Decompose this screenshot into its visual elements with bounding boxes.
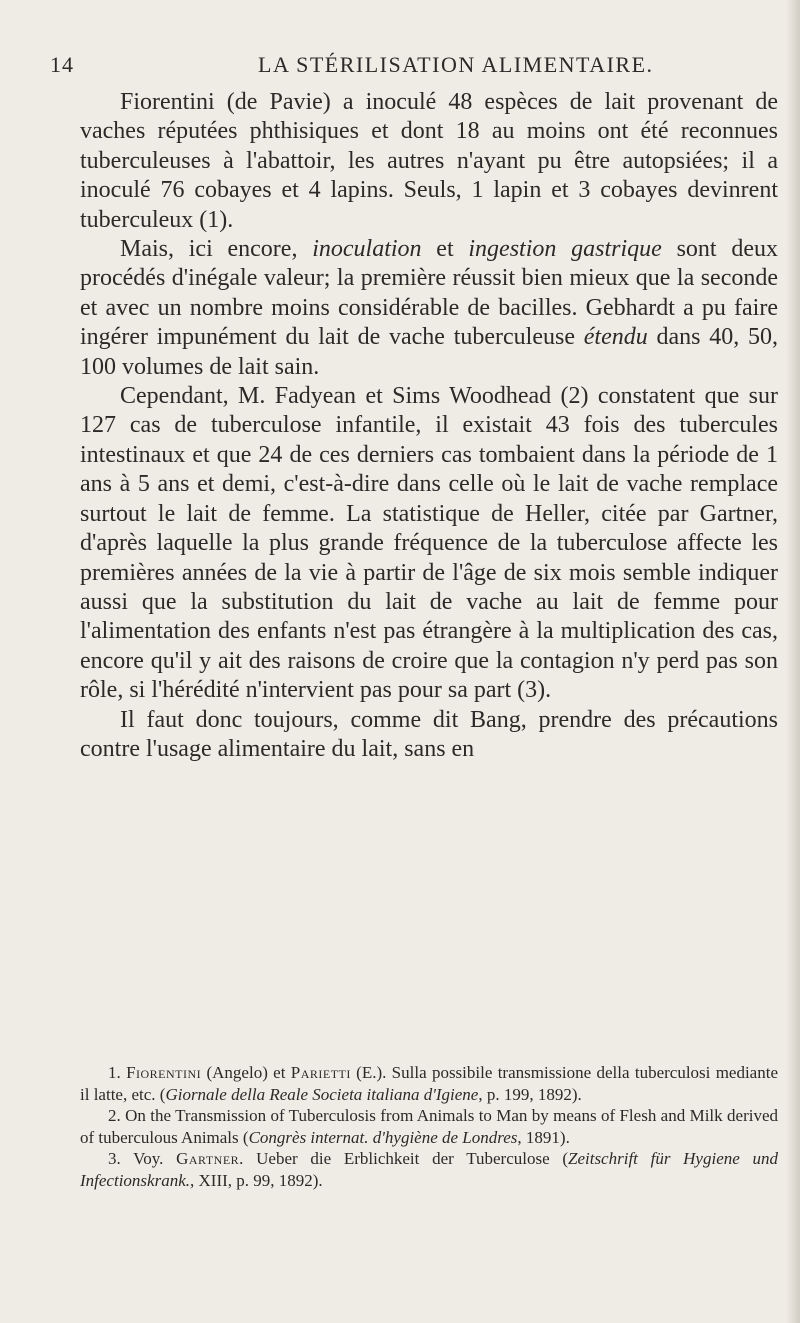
footnote-1 [80,1062,778,1105]
paragraph-2 [80,235,778,382]
paragraph-2-text-d: dans 40, 50, 100 volumes de lait sain. [80,324,778,380]
footnote-2-text-b: , 1891). [517,1127,570,1147]
paragraph-4: Il faut donc toujours, comme dit Bang, prendre des précautions contre l'usage alimentaire du lait, sans en [80,706,778,762]
footnote-1-text-b: (E.). Sulla possibile transmissione della tuberculosi mediante il latte, etc. ( [80,1063,778,1104]
footnote-3 [80,1148,778,1191]
paragraph-2-text-c: sont deux procédés d'inégale valeur; la première réussit bien mieux que la seconde et avec un nombre moins considérable de bacilles. Gebhardt a pu faire ingérer impunément du lait de vache tuberculeuse [80,236,778,351]
paragraph-2-italic-etendu: étendu [583,324,648,351]
paragraph-3: Cependant, M. Fadyean et Sims Woodhead (2) constatent que sur 127 cas de tuberculose infantile, il existait 43 fois des tubercules intestinaux et que 24 de ces derniers cas tombaient dans la période de 1 ans à 5 ans et demi, c'est-à-dire dans celle où le lait de vache remplace surtout le lait de femme. La statistique de Heller, citée par Gartner, d'après laquelle la plus grande fréquence de la tuberculose affecte les premières années de la vie à partir de l'âge de six mois semble indiquer aussi que la substitution du lait de vache au lait de femme pour l'alimentation des enfants n'est pas étrangère à la multiplication des cas, encore qu'il y ait des raisons de croire que la contagion n'y perd pas son rôle, si l'hérédité n'intervient pas pour sa part (3). [80,383,778,704]
footnote-1-author: Fiorentini [126,1063,202,1082]
footnote-3-author: Gartner [176,1149,240,1168]
footnote-3-number: 3. Voy. [108,1149,177,1168]
page-number: 14 [50,52,74,77]
footnote-2-text-a: 2. On the Transmission of Tuberculosis from Animals to Man by means of Flesh and Milk derived of tuberculous Animals ( [80,1106,778,1147]
footnote-1-number: 1. [108,1063,127,1082]
footnote-2-journal: Congrès internat. d'hygiène de Londres [248,1127,518,1147]
paragraph-2-text-a: Mais, ici encore, [120,236,313,263]
running-title: LA STÉRILISATION ALIMENTAIRE. [258,52,654,77]
paragraph-2-italic-inoculation: inoculation [312,236,422,263]
footnotes [80,1062,778,1191]
footnote-1-journal: Giornale della Reale Societa italiana d'Igiene [165,1084,479,1104]
body-text [80,88,778,764]
footnote-3-journal: Zeitschrift für Hygiene und Infectionskrank. [80,1149,778,1190]
footnote-3-text-b: , XIII, p. 99, 1892). [190,1170,323,1190]
page-edge-shadow [786,0,800,1323]
footnote-1-author-2: Parietti [290,1063,351,1082]
paragraph-1: Fiorentini (de Pavie) a inoculé 48 espèces de lait provenant de vaches réputées phthisiques et dont 18 au moins ont été reconnues tuberculeuses à l'abattoir, les autres n'ayant pu être autopsiées; il a inoculé 76 cobayes et 4 lapins. Seuls, 1 lapin et 3 cobayes devinrent tuberculeux (1). [80,89,778,233]
page-header [50,52,770,82]
footnote-2 [80,1105,778,1148]
footnote-3-text-a: . Ueber die Erblichkeit der Tuberculose ( [239,1149,568,1168]
paragraph-2-italic-ingestion: ingestion gastrique [468,236,662,263]
footnote-1-text-c: , p. 199, 1892). [478,1084,582,1104]
footnote-1-text-a: (Angelo) et [201,1063,291,1082]
paragraph-2-text-b: et [421,236,469,263]
